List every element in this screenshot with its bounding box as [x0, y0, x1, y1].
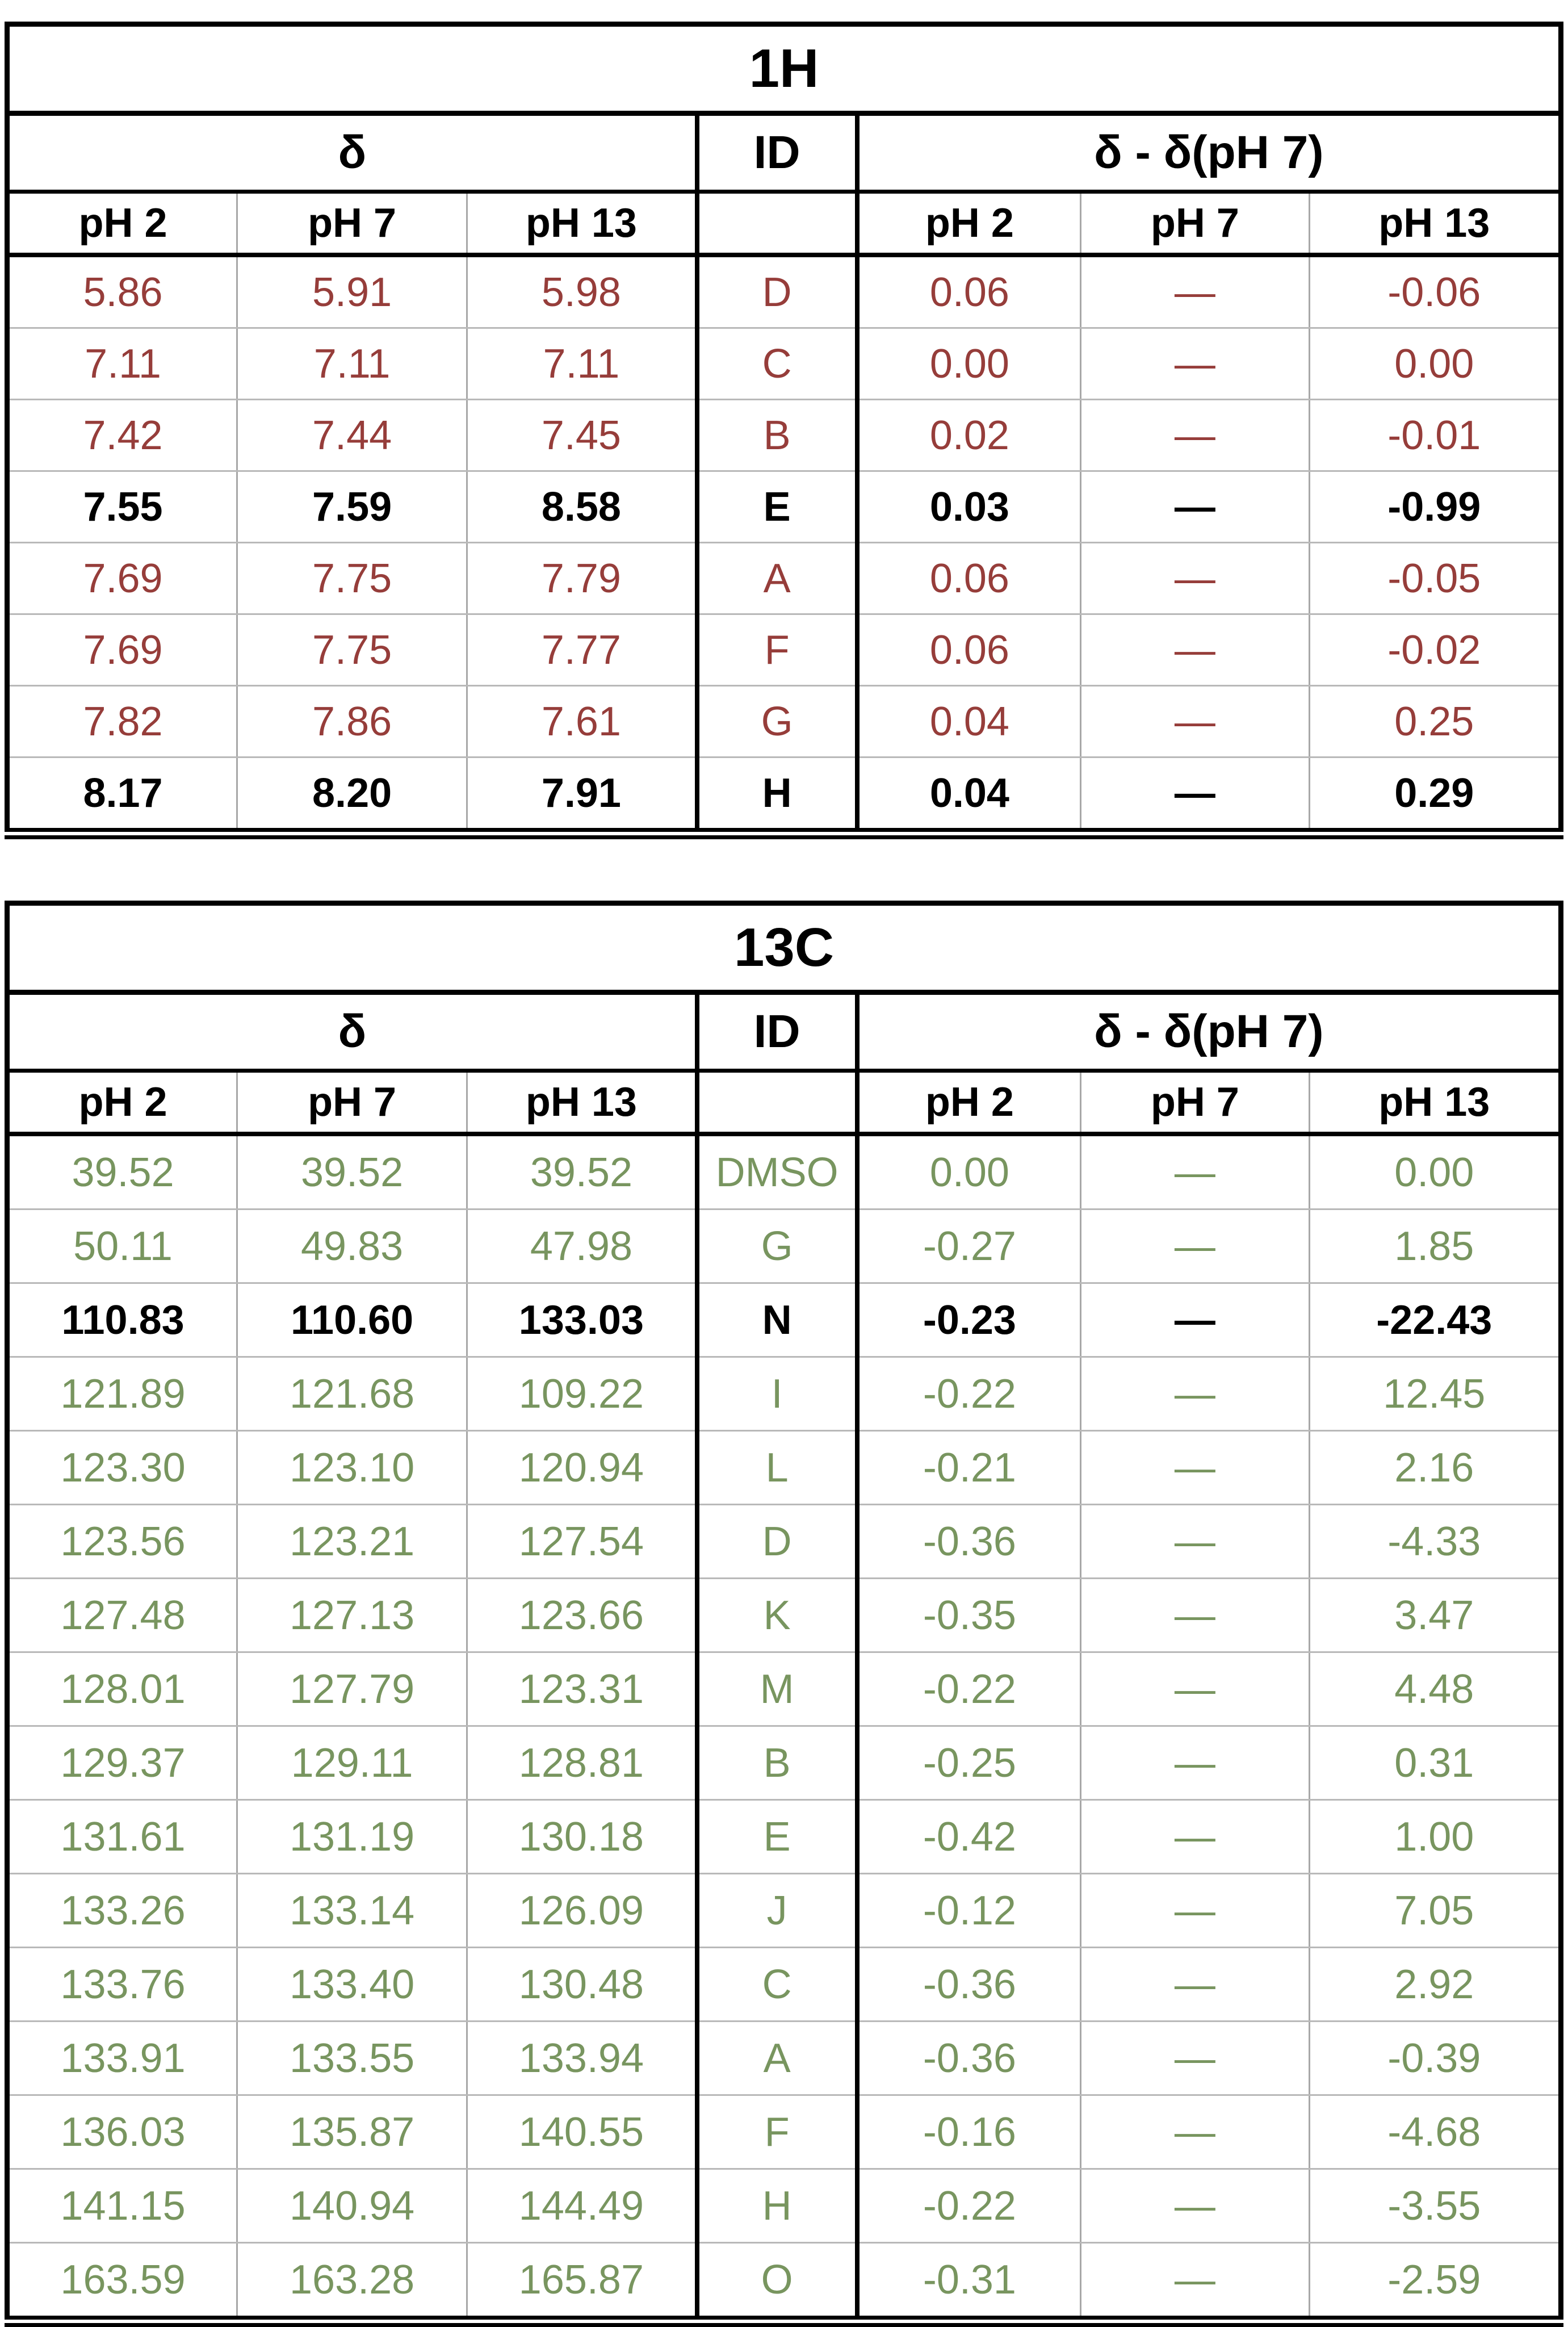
table-row — [7, 1579, 1561, 1652]
diff-ph7-cell: — — [1081, 2022, 1309, 2095]
diff-ph2-cell: 0.04 — [857, 686, 1081, 757]
diff-ph13-cell: 3.47 — [1309, 1579, 1561, 1652]
delta-ph13-cell: 133.03 — [467, 1283, 697, 1357]
diff-ph13-cell: 1.00 — [1309, 1800, 1561, 1874]
diff-ph7-cell: — — [1081, 1505, 1309, 1579]
diff-ph7-cell: — — [1081, 1579, 1309, 1652]
table-title: 1H — [7, 24, 1561, 114]
delta-ph2-cell: 127.48 — [7, 1579, 237, 1652]
id-section-header: ID — [697, 993, 857, 1071]
diff-ph2-cell: 0.02 — [857, 400, 1081, 471]
diff-ph13-cell: -0.99 — [1309, 471, 1561, 543]
diff-ph7-cell: — — [1081, 686, 1309, 757]
diff-ph7-cell: — — [1081, 328, 1309, 400]
delta-ph7-cell: 7.86 — [237, 686, 467, 757]
delta-ph2-cell: 136.03 — [7, 2095, 237, 2169]
ph13-header: pH 13 — [467, 192, 697, 256]
diff-ph13-cell: -4.33 — [1309, 1505, 1561, 1579]
section-header-row — [7, 114, 1561, 192]
table-row — [7, 1948, 1561, 2022]
delta-ph2-cell: 7.42 — [7, 400, 237, 471]
delta-ph7-cell: 7.75 — [237, 614, 467, 686]
table-row — [7, 1134, 1561, 1209]
delta-ph2-cell: 133.91 — [7, 2022, 237, 2095]
delta-ph13-cell: 7.77 — [467, 614, 697, 686]
diff-ph2-cell: 0.03 — [857, 471, 1081, 543]
id-cell: O — [697, 2243, 857, 2322]
delta-ph7-cell: 135.87 — [237, 2095, 467, 2169]
table-title-row — [7, 903, 1561, 993]
id-cell: A — [697, 543, 857, 614]
id-cell: A — [697, 2022, 857, 2095]
id-cell: F — [697, 2095, 857, 2169]
delta-ph7-cell: 7.75 — [237, 543, 467, 614]
table-row — [7, 1431, 1561, 1505]
diff-ph7-cell: — — [1081, 2095, 1309, 2169]
table-gap — [5, 839, 1563, 901]
id-cell: F — [697, 614, 857, 686]
diff-ph13-cell: 1.85 — [1309, 1209, 1561, 1283]
diff-section-header: δ - δ(pH 7) — [857, 993, 1561, 1071]
table-row — [7, 2243, 1561, 2322]
delta-ph7-cell: 133.14 — [237, 1874, 467, 1948]
diff-ph2-cell: -0.31 — [857, 2243, 1081, 2322]
diff-ph13-cell: -0.39 — [1309, 2022, 1561, 2095]
diff-ph13-cell: 0.29 — [1394, 770, 1474, 816]
delta-ph7-cell: 5.91 — [237, 255, 467, 328]
delta-ph13-cell: 128.81 — [467, 1726, 697, 1800]
delta-ph13-cell: 127.54 — [467, 1505, 697, 1579]
diff-ph13-cell: 7.05 — [1309, 1874, 1561, 1948]
table-row — [7, 686, 1561, 757]
diff-ph2-header: pH 2 — [857, 192, 1081, 256]
delta-ph7-cell: 133.55 — [237, 2022, 467, 2095]
diff-ph7-cell: — — [1081, 2243, 1309, 2322]
delta-ph2-cell: 7.69 — [7, 543, 237, 614]
id-header-spacer — [697, 192, 857, 256]
diff-ph7-cell: — — [1081, 1652, 1309, 1726]
table-row — [7, 757, 1561, 834]
delta-ph7-cell: 39.52 — [237, 1134, 467, 1209]
ph2-header: pH 2 — [7, 1071, 237, 1135]
diff-ph13-cell: -2.59 — [1387, 2257, 1481, 2303]
diff-ph7-cell: — — [1081, 1431, 1309, 1505]
diff-ph2-cell: -0.22 — [857, 1357, 1081, 1431]
delta-ph2-cell: 5.86 — [7, 255, 237, 328]
diff-ph13-cell: 0.25 — [1309, 686, 1561, 757]
delta-ph7-cell: 129.11 — [237, 1726, 467, 1800]
table-row — [7, 1652, 1561, 1726]
diff-ph2-cell: 0.06 — [857, 543, 1081, 614]
id-cell: G — [697, 1209, 857, 1283]
table-row — [7, 400, 1561, 471]
table-row — [7, 471, 1561, 543]
diff-ph2-cell: -0.22 — [857, 2169, 1081, 2243]
diff-ph13-cell: -0.05 — [1309, 543, 1561, 614]
diff-ph2-cell: -0.27 — [857, 1209, 1081, 1283]
delta-ph7-cell: 127.13 — [237, 1579, 467, 1652]
diff-ph2-cell: -0.23 — [857, 1283, 1081, 1357]
delta-ph2-cell: 133.76 — [7, 1948, 237, 2022]
id-section-header: ID — [697, 114, 857, 192]
delta-ph2-cell: 131.61 — [7, 1800, 237, 1874]
delta-ph7-cell: 163.28 — [237, 2243, 467, 2322]
diff-ph13-header: pH 13 — [1309, 192, 1561, 256]
diff-ph13-cell: -22.43 — [1309, 1283, 1561, 1357]
diff-ph7-cell: — — [1081, 1948, 1309, 2022]
diff-ph2-header: pH 2 — [857, 1071, 1081, 1135]
delta-ph13-cell: 130.18 — [467, 1800, 697, 1874]
delta-ph13-cell: 7.45 — [467, 400, 697, 471]
diff-ph2-cell: -0.21 — [857, 1431, 1081, 1505]
delta-ph13-cell: 120.94 — [467, 1431, 697, 1505]
delta-ph7-cell: 131.19 — [237, 1800, 467, 1874]
id-cell: B — [697, 1726, 857, 1800]
delta-ph2-cell: 123.30 — [7, 1431, 237, 1505]
diff-ph2-cell: -0.35 — [857, 1579, 1081, 1652]
diff-ph7-cell: — — [1081, 1874, 1309, 1948]
diff-ph7-cell: — — [1081, 400, 1309, 471]
diff-ph7-cell: — — [1081, 614, 1309, 686]
diff-section-header: δ - δ(pH 7) — [857, 114, 1561, 192]
delta-ph7-cell: 110.60 — [237, 1283, 467, 1357]
table-row — [7, 328, 1561, 400]
diff-ph13-cell: -3.55 — [1309, 2169, 1561, 2243]
table-row — [7, 1874, 1561, 1948]
delta-ph13-cell: 7.61 — [467, 686, 697, 757]
id-cell: D — [697, 1505, 857, 1579]
id-cell: I — [697, 1357, 857, 1431]
id-cell: C — [697, 1948, 857, 2022]
id-cell: DMSO — [697, 1134, 857, 1209]
id-cell: K — [697, 1579, 857, 1652]
table-row — [7, 614, 1561, 686]
diff-ph2-cell: -0.36 — [857, 2022, 1081, 2095]
diff-ph7-cell: — — [1081, 1800, 1309, 1874]
ph7-header: pH 7 — [237, 192, 467, 256]
delta-ph13-cell: 123.66 — [467, 1579, 697, 1652]
diff-ph2-cell: -0.22 — [857, 1652, 1081, 1726]
delta-ph13-cell: 144.49 — [467, 2169, 697, 2243]
id-cell: N — [697, 1283, 857, 1357]
table-row — [7, 1505, 1561, 1579]
table-row — [7, 2169, 1561, 2243]
diff-ph7-header: pH 7 — [1081, 192, 1309, 256]
id-cell: L — [697, 1431, 857, 1505]
h1-table-body — [7, 255, 1561, 834]
diff-ph13-cell: -0.02 — [1309, 614, 1561, 686]
ph-header-row — [7, 192, 1561, 256]
delta-ph13-cell: 7.91 — [467, 757, 697, 834]
diff-ph7-cell: — — [1081, 2169, 1309, 2243]
diff-ph13-cell: -4.68 — [1309, 2095, 1561, 2169]
id-cell: B — [697, 400, 857, 471]
delta-section-header: δ — [7, 993, 697, 1071]
table-title: 13C — [7, 903, 1561, 993]
id-cell: J — [697, 1874, 857, 1948]
section-header-row — [7, 993, 1561, 1071]
delta-ph2-cell: 141.15 — [7, 2169, 237, 2243]
diff-ph2-cell: -0.16 — [857, 2095, 1081, 2169]
id-cell: E — [697, 471, 857, 543]
delta-ph7-cell: 49.83 — [237, 1209, 467, 1283]
delta-ph13-cell: 165.87 — [467, 2243, 697, 2322]
delta-ph2-cell: 121.89 — [7, 1357, 237, 1431]
ph7-header: pH 7 — [237, 1071, 467, 1135]
table-row — [7, 255, 1561, 328]
diff-ph13-header: pH 13 — [1309, 1071, 1561, 1135]
diff-ph2-cell: -0.36 — [857, 1948, 1081, 2022]
diff-ph13-cell: 12.45 — [1309, 1357, 1561, 1431]
diff-ph7-cell: — — [1081, 757, 1309, 834]
diff-ph2-cell: -0.42 — [857, 1800, 1081, 1874]
delta-ph7-cell: 7.59 — [237, 471, 467, 543]
delta-section-header: δ — [7, 114, 697, 192]
delta-ph2-cell: 39.52 — [7, 1134, 237, 1209]
diff-ph7-cell: — — [1081, 1209, 1309, 1283]
diff-ph13-cell: 0.00 — [1309, 328, 1561, 400]
diff-ph13-cell: 4.48 — [1309, 1652, 1561, 1726]
delta-ph7-cell: 7.11 — [237, 328, 467, 400]
delta-ph13-cell: 140.55 — [467, 2095, 697, 2169]
delta-ph13-cell: 133.94 — [467, 2022, 697, 2095]
ph-header-row — [7, 1071, 1561, 1135]
c13-table-body — [7, 1134, 1561, 2321]
diff-ph7-cell: — — [1081, 1357, 1309, 1431]
c13-shift-table — [5, 901, 1563, 2327]
delta-ph13-cell: 109.22 — [467, 1357, 697, 1431]
diff-ph13-cell: 0.00 — [1309, 1134, 1561, 1209]
delta-ph13-cell: 123.31 — [467, 1652, 697, 1726]
diff-ph2-cell: -0.25 — [857, 1726, 1081, 1800]
delta-ph2-cell: 110.83 — [7, 1283, 237, 1357]
diff-ph2-cell: 0.00 — [857, 1134, 1081, 1209]
table-title-row — [7, 24, 1561, 114]
delta-ph13-cell: 7.11 — [467, 328, 697, 400]
delta-ph13-cell: 39.52 — [467, 1134, 697, 1209]
id-cell: D — [697, 255, 857, 328]
delta-ph2-cell: 7.55 — [7, 471, 237, 543]
delta-ph7-cell: 127.79 — [237, 1652, 467, 1726]
delta-ph7-cell: 8.20 — [237, 757, 467, 834]
delta-ph7-cell: 7.44 — [237, 400, 467, 471]
delta-ph7-cell: 123.21 — [237, 1505, 467, 1579]
ph13-header: pH 13 — [467, 1071, 697, 1135]
diff-ph2-cell: 0.06 — [857, 614, 1081, 686]
diff-ph13-cell: -0.01 — [1309, 400, 1561, 471]
diff-ph13-cell: 2.92 — [1309, 1948, 1561, 2022]
delta-ph2-cell: 163.59 — [7, 2243, 237, 2322]
table-row — [7, 2022, 1561, 2095]
delta-ph2-cell: 129.37 — [7, 1726, 237, 1800]
ph2-header: pH 2 — [7, 192, 237, 256]
table-row — [7, 543, 1561, 614]
delta-ph13-cell: 126.09 — [467, 1874, 697, 1948]
diff-ph2-cell: 0.06 — [857, 255, 1081, 328]
delta-ph7-cell: 121.68 — [237, 1357, 467, 1431]
delta-ph7-cell: 140.94 — [237, 2169, 467, 2243]
diff-ph7-cell: — — [1081, 255, 1309, 328]
diff-ph2-cell: 0.04 — [857, 757, 1081, 834]
delta-ph13-cell: 7.79 — [467, 543, 697, 614]
delta-ph13-cell: 5.98 — [467, 255, 697, 328]
delta-ph2-cell: 8.17 — [7, 757, 237, 834]
id-cell: H — [697, 2169, 857, 2243]
delta-ph13-cell: 8.58 — [467, 471, 697, 543]
delta-ph2-cell: 133.26 — [7, 1874, 237, 1948]
table-row — [7, 1283, 1561, 1357]
delta-ph7-cell: 133.40 — [237, 1948, 467, 2022]
diff-ph2-cell: 0.00 — [857, 328, 1081, 400]
table-row — [7, 1726, 1561, 1800]
table-row — [7, 2095, 1561, 2169]
diff-ph2-cell: -0.12 — [857, 1874, 1081, 1948]
diff-ph13-cell: 2.16 — [1309, 1431, 1561, 1505]
delta-ph2-cell: 7.82 — [7, 686, 237, 757]
delta-ph2-cell: 128.01 — [7, 1652, 237, 1726]
id-cell: H — [697, 757, 857, 834]
id-header-spacer — [697, 1071, 857, 1135]
diff-ph2-cell: -0.36 — [857, 1505, 1081, 1579]
diff-ph7-cell: — — [1081, 543, 1309, 614]
id-cell: M — [697, 1652, 857, 1726]
delta-ph2-cell: 7.11 — [7, 328, 237, 400]
diff-ph7-cell: — — [1081, 1134, 1309, 1209]
delta-ph2-cell: 123.56 — [7, 1505, 237, 1579]
diff-ph7-cell: — — [1081, 1726, 1309, 1800]
delta-ph2-cell: 7.69 — [7, 614, 237, 686]
diff-ph13-cell: -0.06 — [1309, 255, 1561, 328]
delta-ph13-cell: 130.48 — [467, 1948, 697, 2022]
id-cell: E — [697, 1800, 857, 1874]
table-row — [7, 1800, 1561, 1874]
diff-ph7-cell: — — [1081, 471, 1309, 543]
diff-ph13-cell: 0.31 — [1309, 1726, 1561, 1800]
diff-ph7-cell: — — [1081, 1283, 1309, 1357]
id-cell: G — [697, 686, 857, 757]
table-row — [7, 1357, 1561, 1431]
id-cell: C — [697, 328, 857, 400]
delta-ph13-cell: 47.98 — [467, 1209, 697, 1283]
delta-ph2-cell: 50.11 — [7, 1209, 237, 1283]
h1-shift-table — [5, 22, 1563, 839]
diff-ph7-header: pH 7 — [1081, 1071, 1309, 1135]
delta-ph7-cell: 123.10 — [237, 1431, 467, 1505]
table-row — [7, 1209, 1561, 1283]
